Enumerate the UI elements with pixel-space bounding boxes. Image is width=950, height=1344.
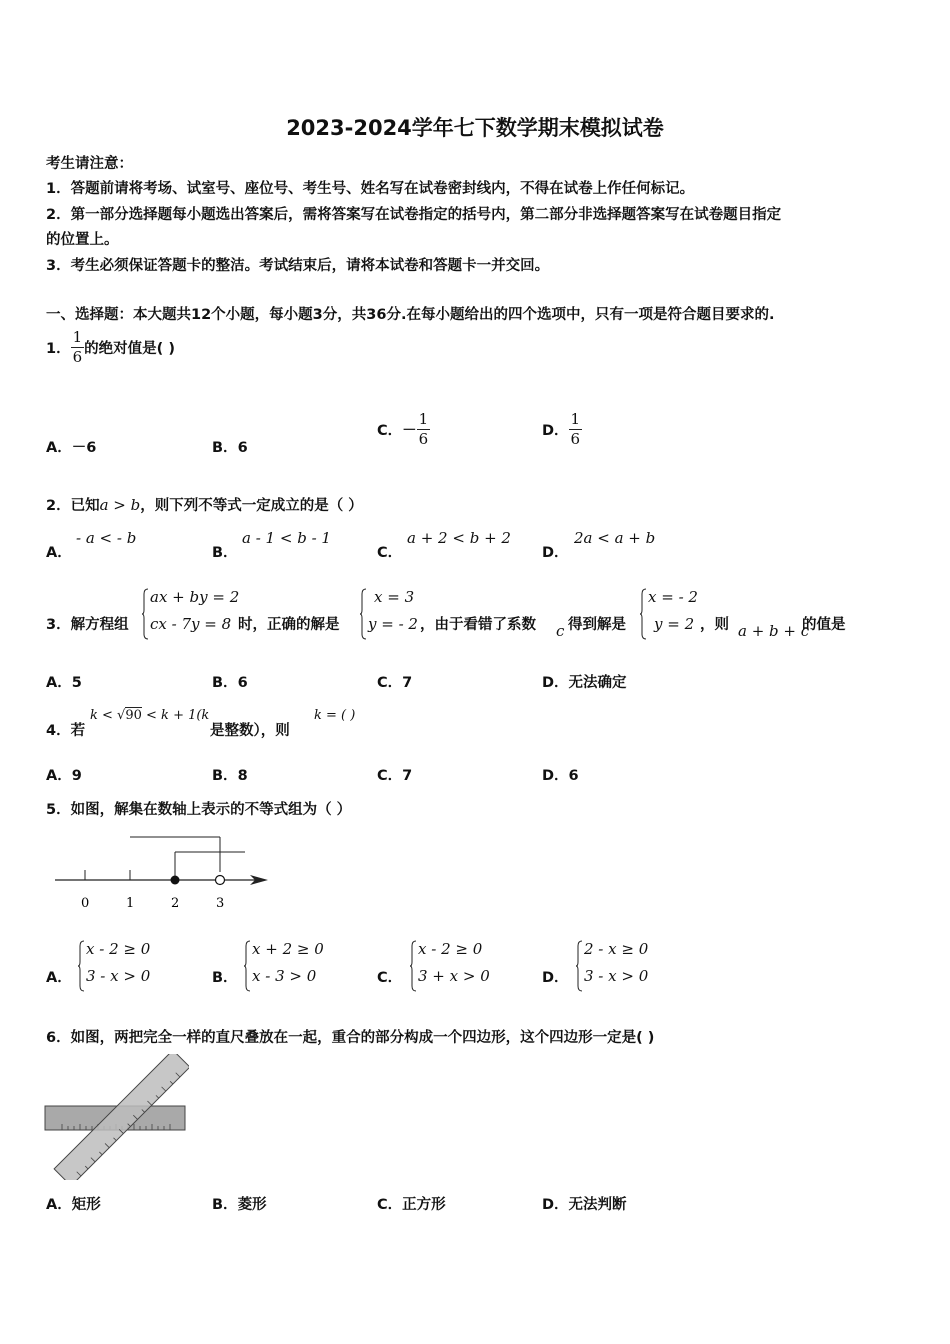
option-b-value: a - 1 < b - 1 (242, 529, 331, 547)
question-1: 1． $\frac{1}{6}$ 的绝对值是( ) (46, 328, 175, 366)
option-d: D．无法判断 (542, 1197, 627, 1213)
question-3-text-4: ，则 (700, 617, 729, 633)
tick-label: 1 (126, 896, 135, 911)
notice-heading: 考生请注意： (46, 156, 133, 172)
question-4-text: 是整数），则 (210, 723, 290, 739)
coefficient-c: c (556, 622, 565, 640)
option-d-value: 2a < a + b (574, 529, 656, 547)
option-d: D． $\frac{1}{6}$ (542, 410, 581, 448)
option-a: A．－6 (46, 440, 97, 456)
option-d: D．6 (542, 768, 579, 784)
number-line-figure (50, 832, 280, 914)
option-a: A． (46, 545, 72, 561)
option-a-value: - a < - b (76, 529, 137, 547)
option-c: C． (377, 970, 403, 986)
fraction: $\frac{1}{6}$ (72, 328, 83, 366)
option-c-value: a + 2 < b + 2 (407, 529, 511, 547)
question-4-ask: k = ( ) (314, 708, 356, 723)
notice-item-1: 1．答题前请将考场、试室号、座位号、考生号、姓名写在试卷密封线内，不得在试卷上作任何标记。 (46, 181, 695, 197)
option-a: A．5 (46, 675, 82, 691)
question-2: 2．已知a > b，则下列不等式一定成立的是（ ） (46, 496, 363, 514)
question-3-text-3: 得到解是 (568, 617, 626, 633)
tick-label: 0 (81, 896, 90, 911)
option-c: C．正方形 (377, 1197, 446, 1213)
option-b: B．菱形 (212, 1197, 267, 1213)
page-title: 2023-2024学年七下数学期末模拟试卷 (286, 116, 664, 140)
tick-label: 3 (216, 896, 225, 911)
question-6: 6．如图，两把完全一样的直尺叠放在一起，重合的部分构成一个四边形，这个四边形一定是( ) (46, 1030, 655, 1046)
option-d: D．无法确定 (542, 675, 627, 691)
condition: k < √90 < k + 1(k (90, 708, 210, 723)
question-3-text-1: 时，正确的解是 (238, 617, 340, 633)
rulers-figure (44, 1054, 189, 1180)
expression: a + b + c (738, 622, 810, 640)
option-a: A．9 (46, 768, 82, 784)
question-3-text-5: 的值是 (802, 617, 846, 633)
question-5: 5．如图，解集在数轴上表示的不等式组为（ ） (46, 802, 352, 818)
section-heading: 一、选择题：本大题共12个小题，每小题3分，共36分.在每小题给出的四个选项中，只有一项是符合题目要求的. (46, 307, 775, 323)
option-b: B．8 (212, 768, 248, 784)
option-c: C．7 (377, 768, 413, 784)
option-c: C．7 (377, 675, 413, 691)
option-b: B． (212, 970, 238, 986)
option-d: D． (542, 970, 569, 986)
option-d: D． (542, 545, 569, 561)
closed-point (171, 876, 180, 885)
notice-item-3: 3．考生必须保证答题卡的整洁。考试结束后，请将本试卷和答题卡一并交回。 (46, 258, 550, 274)
option-c: C．－ $\frac{1}{6}$ (377, 410, 429, 448)
open-point (216, 876, 225, 885)
question-3: 3．解方程组 (46, 617, 129, 633)
option-a: A．矩形 (46, 1197, 101, 1213)
tick-label: 2 (171, 896, 180, 911)
option-c: C． (377, 545, 403, 561)
question-3-text-2: ，由于看错了系数 (420, 617, 536, 633)
notice-item-2: 2．第一部分选择题每小题选出答案后，需将答案写在试卷指定的括号内，第二部分非选择题答案写在试卷题目指定 (46, 207, 782, 223)
option-b: B．6 (212, 675, 248, 691)
option-a: A． (46, 970, 72, 986)
question-4: 4．若 (46, 723, 86, 739)
option-b: B． (212, 545, 238, 561)
option-b: B．6 (212, 440, 248, 456)
notice-item-2-cont: 的位置上。 (46, 232, 119, 248)
